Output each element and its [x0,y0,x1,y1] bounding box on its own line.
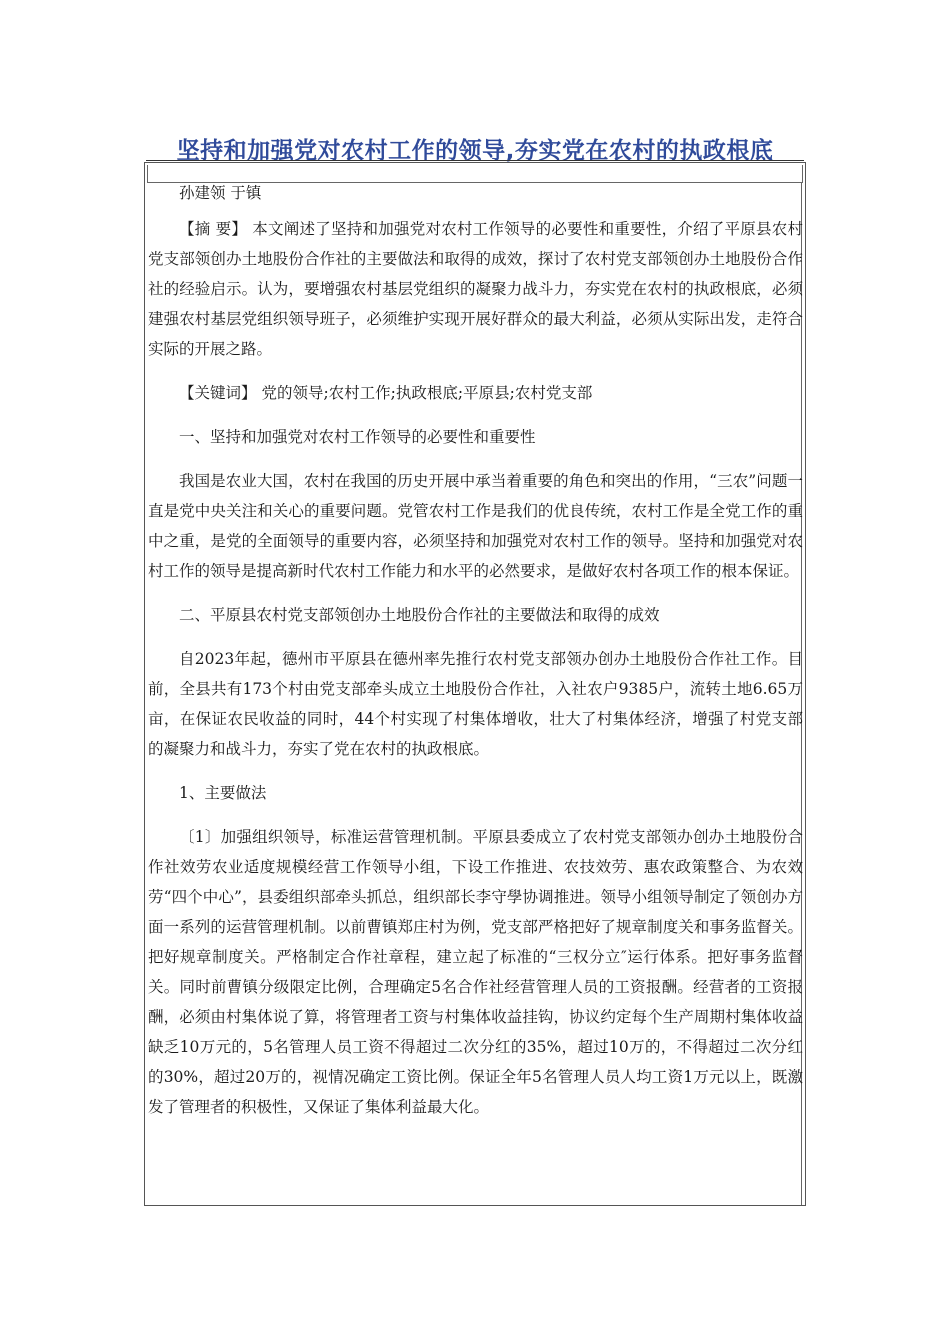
section1-paragraph: 我国是农业大国，农村在我国的历史开展中承当着重要的角色和突出的作用，“三农”问题一直是党中央关注和关心的重要问题。党管农村工作是我们的优良传统，农村工作是全党工作的重中之重，是党的全面领导的重要内容，必须坚持和加强党对农村工作的领导。坚持和加强党对农村工作的领导是提高新时代农村工作能力和水平的必然要求，是做好农村各项工作的根本保证。 [148,472,803,580]
author-line: 孙建领 于镇 [179,184,262,202]
keywords-text: 党的领导;农村工作;执政根底;平原县;农村党支部 [256,384,593,402]
abstract-paragraph [148,214,803,364]
document-body [148,178,803,1136]
abstract-text: 本文阐述了坚持和加强党对农村工作领导的必要性和重要性，介绍了平原县农村党支部领创办土地股份合作社的主要做法和取得的成效，探讨了农村党支部领创办土地股份合作社的经验启示。认为，要增强农村基层党组织的凝聚力战斗力，夯实党在农村的执政根底，必须建强农村基层党组织领导班子，必须维护实现开展好群众的最大利益，必须从实际出发，走符合实际的开展之路。 [148,220,803,358]
subsection1-heading: 1、主要做法 [179,784,267,802]
title-rule [146,160,804,161]
abstract-label: 【摘 要】 [179,220,248,238]
keywords-paragraph [148,378,803,408]
subsection1-paragraph: 〔1〕加强组织领导，标准运营管理机制。平原县委成立了农村党支部领办创办土地股份合作社效劳农业适度规模经营工作领导小组，下设工作推进、农技效劳、惠农政策整合、为农效劳“四个中心”，县委组织部牵头抓总，组织部长李守學协调推进。领导小组领导制定了领创办方面一系列的运营管理机制。以前曹镇郑庄村为例，党支部严格把好了规章制度关和事务监督关。把好规章制度关。严格制定合作社章程，建立起了标准的“三权分立″运行体系。把好事务监督关。同时前曹镇分级限定比例，合理确定5名合作社经营管理人员的工资报酬。经营者的工资报酬，必须由村集体说了算，将管理者工资与村集体收益挂钩，协议约定每个生产周期村集体收益缺乏10万元的，5名管理人员工资不得超过二次分红的35%，超过10万的，不得超过二次分红的30%，超过20万的，视情况确定工资比例。保证全年5名管理人员人均工资1万元以上，既激发了管理者的积极性，又保证了集体利益最大化。 [148,828,803,1116]
section2-heading: 二、平原县农村党支部领创办土地股份合作社的主要做法和取得的成效 [179,606,660,624]
section2-paragraph: 自2023年起，德州市平原县在德州率先推行农村党支部领办创办土地股份合作社工作。目前，全县共有173个村由党支部牵头成立土地股份合作社，入社农户9385户，流转土地6.65万亩，在保证农民收益的同时，44个村实现了村集体增收，壮大了村集体经济，增强了村党支部的凝聚力和战斗力，夯实了党在农村的执政根底。 [148,650,803,758]
keywords-label: 【关键词】 [179,384,257,402]
document-title: 坚持和加强党对农村工作的领导,夯实党在农村的执政根底 [176,138,774,164]
section1-heading: 一、坚持和加强党对农村工作领导的必要性和重要性 [179,428,536,446]
